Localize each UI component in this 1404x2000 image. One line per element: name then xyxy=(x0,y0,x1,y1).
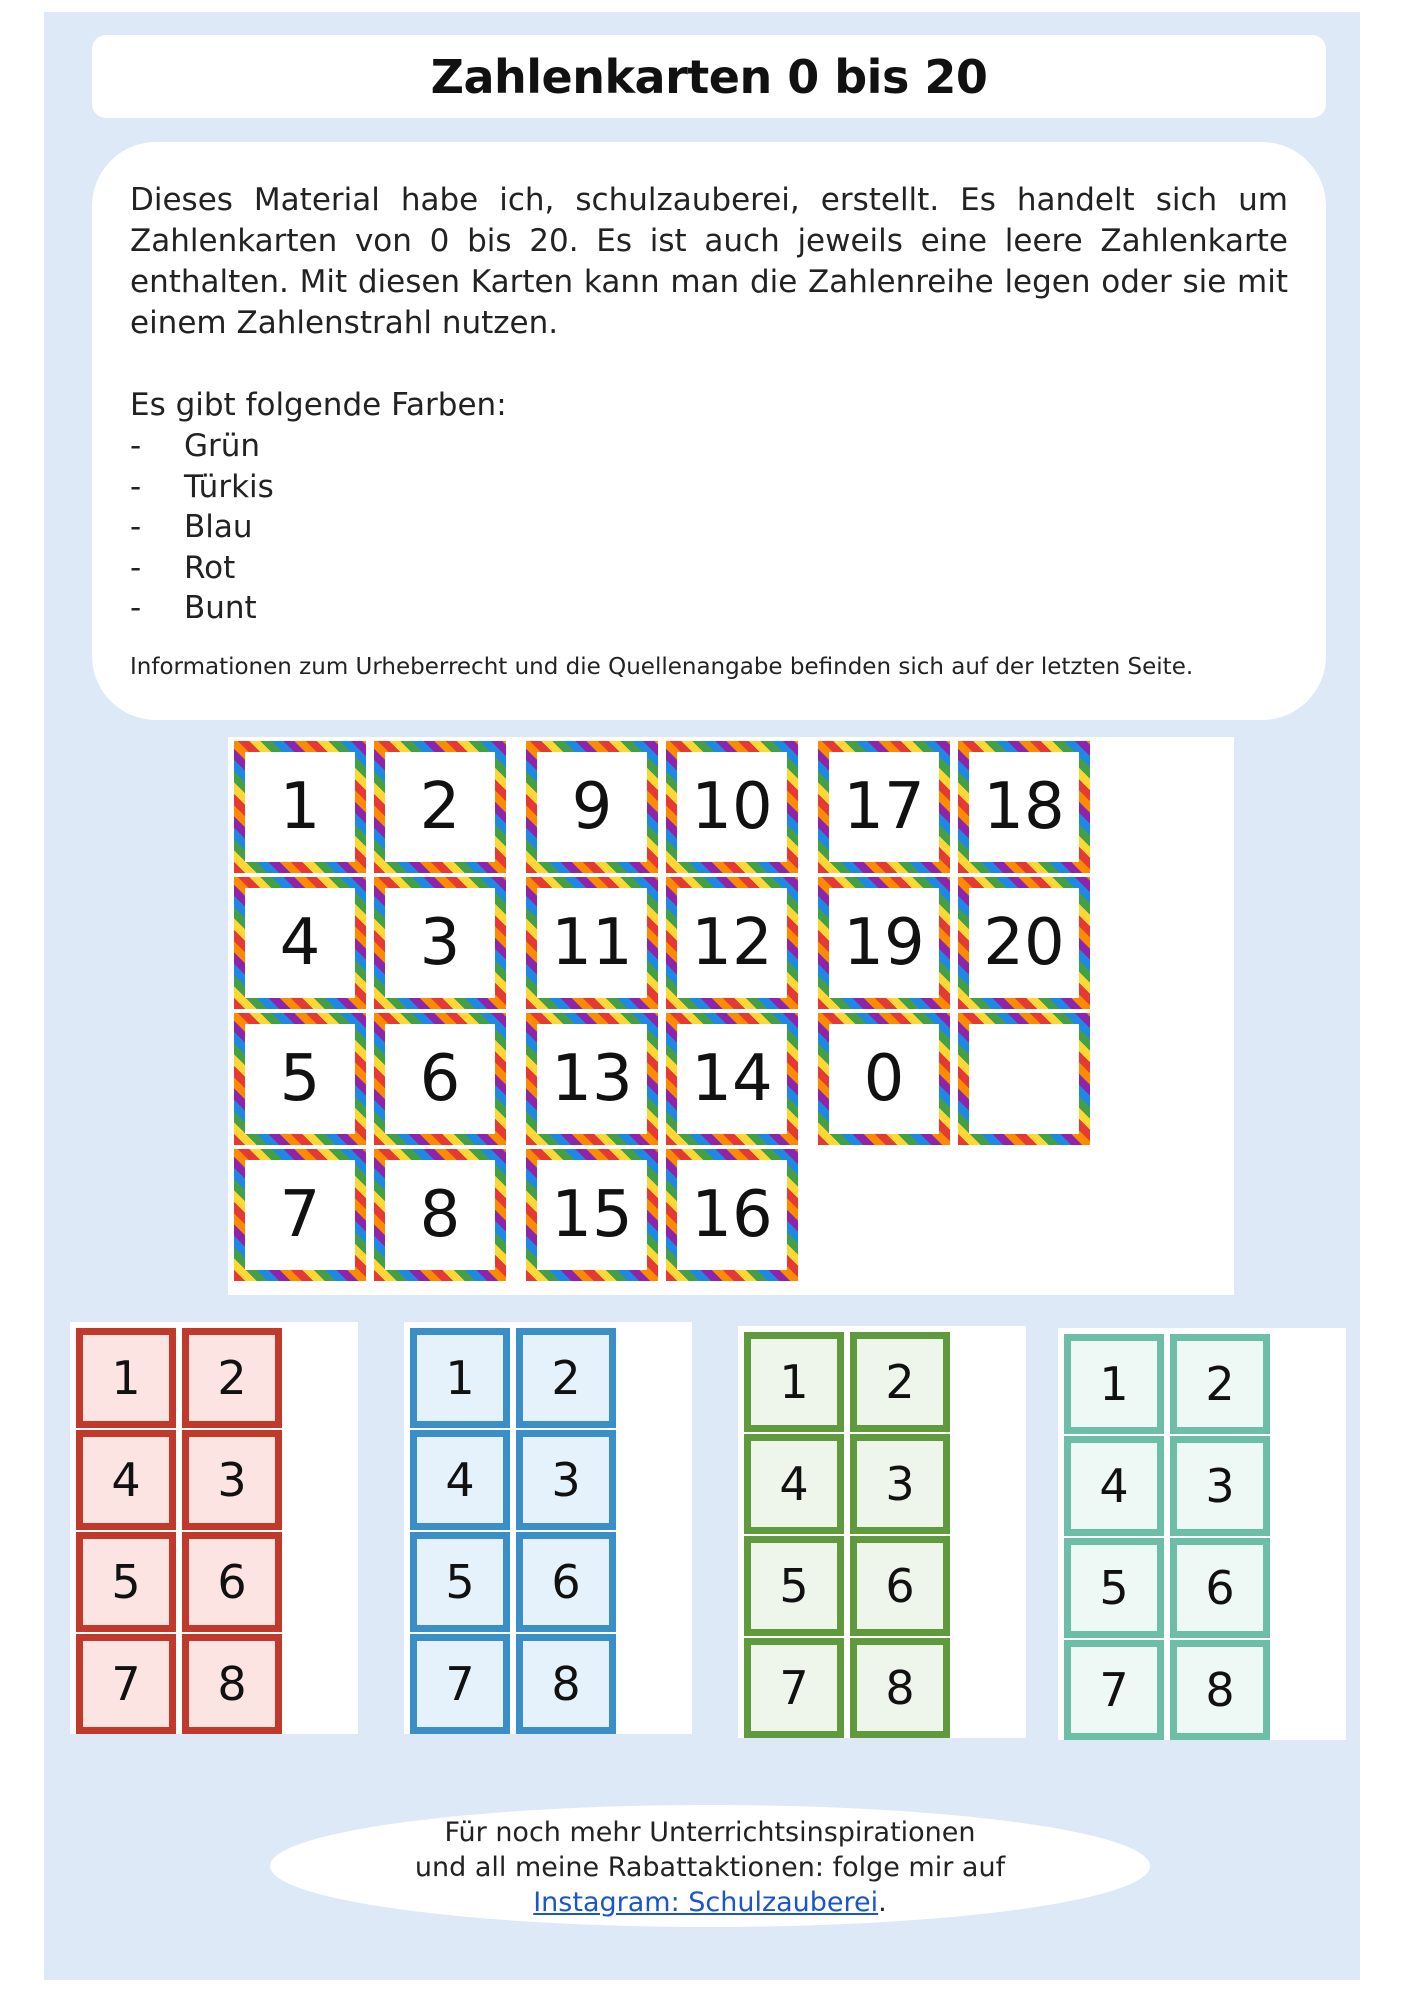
number-card xyxy=(410,1532,510,1632)
card-number: 1 xyxy=(445,1351,475,1405)
copyright-note: Informationen zum Urheberrecht und die Quellenangabe befinden sich auf der letzten Seite. xyxy=(130,654,1194,680)
number-card xyxy=(526,1013,658,1145)
card-number: 15 xyxy=(551,1178,633,1252)
number-card xyxy=(850,1434,950,1534)
color-list-item: - Bunt xyxy=(130,590,257,626)
page-title: Zahlenkarten 0 bis 20 xyxy=(430,49,988,104)
card-number: 18 xyxy=(983,770,1065,844)
number-card xyxy=(526,1149,658,1281)
card-number: 14 xyxy=(691,1042,773,1116)
number-card xyxy=(958,877,1090,1009)
number-card xyxy=(1170,1538,1270,1638)
card-number: 16 xyxy=(691,1178,773,1252)
card-number: 2 xyxy=(551,1351,581,1405)
card-number: 6 xyxy=(217,1555,247,1609)
color-list-item: - Blau xyxy=(130,509,253,545)
card-number: 7 xyxy=(779,1661,809,1715)
number-card xyxy=(850,1638,950,1738)
number-card xyxy=(666,877,798,1009)
number-card xyxy=(666,1013,798,1145)
color-list xyxy=(130,426,1288,629)
number-card xyxy=(374,1013,506,1145)
number-card xyxy=(1064,1436,1164,1536)
number-card xyxy=(744,1434,844,1534)
card-number: 1 xyxy=(779,1355,809,1409)
number-card xyxy=(666,741,798,873)
number-card xyxy=(234,1013,366,1145)
card-number: 8 xyxy=(885,1661,915,1715)
card-number: 6 xyxy=(885,1559,915,1613)
description-box xyxy=(92,142,1326,720)
number-card xyxy=(76,1532,176,1632)
card-number: 3 xyxy=(551,1453,581,1507)
description-text: Dieses Material habe ich, schulzauberei, erstellt. Es handelt sich um Zahlenkarten von 0 bis 20. Es ist auch jeweils eine leere Zahlenkarte enthalten. Mit diesen Karten kann man die Zahlenreihe legen oder sie mit einem Zahlenstrahl nutzen. xyxy=(130,182,1288,341)
footer-line-2: und all meine Rabattaktionen: folge mir auf xyxy=(414,1852,1006,1883)
card-number: 1 xyxy=(111,1351,141,1405)
number-card xyxy=(76,1430,176,1530)
card-number: 19 xyxy=(843,906,925,980)
card-number: 5 xyxy=(1099,1561,1129,1615)
number-card xyxy=(374,741,506,873)
number-card xyxy=(958,1013,1090,1145)
number-card xyxy=(1064,1538,1164,1638)
card-number: 8 xyxy=(419,1178,461,1252)
number-card xyxy=(1064,1334,1164,1434)
card-number: 0 xyxy=(863,1042,905,1116)
number-card xyxy=(374,1149,506,1281)
card-number: 10 xyxy=(691,770,773,844)
card-number: 3 xyxy=(217,1453,247,1507)
number-card xyxy=(526,877,658,1009)
card-number: 4 xyxy=(445,1453,475,1507)
number-card xyxy=(410,1634,510,1734)
number-card xyxy=(182,1532,282,1632)
card-number: 4 xyxy=(779,1457,809,1511)
number-card xyxy=(410,1430,510,1530)
page xyxy=(44,12,1360,1980)
card-number: 11 xyxy=(551,906,633,980)
red-cards-sheet xyxy=(70,1322,358,1734)
color-list-item: - Rot xyxy=(130,549,236,586)
number-card xyxy=(234,877,366,1009)
color-list-item: - Türkis xyxy=(130,468,274,505)
card-number: 7 xyxy=(111,1657,141,1711)
number-card xyxy=(1170,1334,1270,1434)
footer-banner xyxy=(270,1805,1150,1927)
card-number: 6 xyxy=(419,1042,461,1116)
card-number: 2 xyxy=(217,1351,247,1405)
number-card xyxy=(1064,1640,1164,1740)
number-card xyxy=(744,1332,844,1432)
card-number: 3 xyxy=(885,1457,915,1511)
number-card xyxy=(76,1328,176,1428)
bunt-cards-sheet xyxy=(228,737,1234,1295)
turquoise-cards-sheet xyxy=(1058,1328,1346,1740)
number-card xyxy=(516,1532,616,1632)
number-card xyxy=(526,741,658,873)
card-number: 3 xyxy=(1205,1459,1235,1513)
card-number: 13 xyxy=(551,1042,633,1116)
number-card xyxy=(744,1638,844,1738)
number-card xyxy=(516,1328,616,1428)
card-number: 7 xyxy=(445,1657,475,1711)
card-number: 4 xyxy=(111,1453,141,1507)
number-card xyxy=(516,1430,616,1530)
number-card xyxy=(182,1328,282,1428)
number-card xyxy=(1170,1640,1270,1740)
card-number: 17 xyxy=(843,770,925,844)
blue-cards-sheet xyxy=(404,1322,692,1734)
number-card xyxy=(234,741,366,873)
color-list-item: - Grün xyxy=(130,428,261,464)
card-number: 2 xyxy=(1205,1357,1235,1411)
card-number: 3 xyxy=(419,906,461,980)
number-card xyxy=(182,1430,282,1530)
number-card xyxy=(958,741,1090,873)
number-card xyxy=(818,1013,950,1145)
card-number: 8 xyxy=(1205,1663,1235,1717)
number-card xyxy=(234,1149,366,1281)
card-number: 12 xyxy=(691,906,773,980)
card-number: 5 xyxy=(111,1555,141,1609)
number-card xyxy=(666,1149,798,1281)
instagram-link[interactable]: Instagram: Schulzauberei xyxy=(533,1887,879,1918)
card-number: 7 xyxy=(279,1178,321,1252)
card-number: 2 xyxy=(885,1355,915,1409)
card-number: 7 xyxy=(1099,1663,1129,1717)
number-card xyxy=(850,1332,950,1432)
card-number: 20 xyxy=(983,906,1065,980)
number-card xyxy=(182,1634,282,1734)
green-cards-sheet xyxy=(738,1326,1026,1738)
card-number: 6 xyxy=(1205,1561,1235,1615)
card-number: 1 xyxy=(279,770,321,844)
number-card xyxy=(850,1536,950,1636)
card-number: 5 xyxy=(779,1559,809,1613)
number-card xyxy=(744,1536,844,1636)
card-number: 5 xyxy=(279,1042,321,1116)
number-card xyxy=(410,1328,510,1428)
number-card xyxy=(76,1634,176,1734)
card-number: 2 xyxy=(419,770,461,844)
link-suffix: . xyxy=(878,1887,887,1918)
colors-intro: Es gibt folgende Farben: xyxy=(130,387,507,423)
card-number: 4 xyxy=(1099,1459,1129,1513)
card-number: 8 xyxy=(551,1657,581,1711)
card-number: 9 xyxy=(571,770,613,844)
number-card xyxy=(818,741,950,873)
footer-line-1: Für noch mehr Unterrichtsinspirationen xyxy=(444,1817,976,1848)
number-card xyxy=(374,877,506,1009)
number-card xyxy=(516,1634,616,1734)
card-number: 8 xyxy=(217,1657,247,1711)
card-number: 4 xyxy=(279,906,321,980)
card-number: 6 xyxy=(551,1555,581,1609)
title-box xyxy=(92,35,1326,118)
card-number: 1 xyxy=(1099,1357,1129,1411)
card-number: 5 xyxy=(445,1555,475,1609)
number-card xyxy=(818,877,950,1009)
number-card xyxy=(1170,1436,1270,1536)
